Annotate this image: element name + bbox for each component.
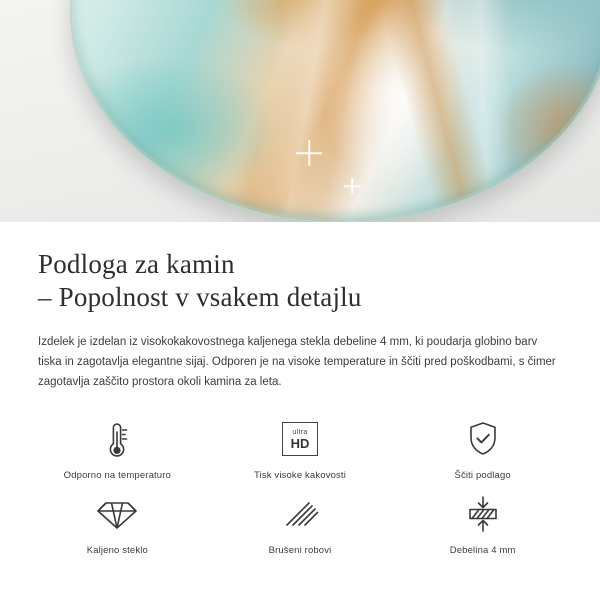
badge-top-text: ultra bbox=[292, 428, 308, 436]
hero-image bbox=[0, 0, 600, 222]
feature-label: Odporno na temperaturo bbox=[63, 470, 171, 481]
feature-label: Brušeni robovi bbox=[268, 545, 332, 556]
feature-label: Kaljeno steklo bbox=[86, 545, 148, 556]
feature-item-tempered-glass bbox=[26, 491, 209, 556]
headline-line-1: Podloga za kamin bbox=[38, 249, 235, 279]
feature-item-thickness bbox=[391, 491, 574, 556]
feature-item-temperature bbox=[26, 416, 209, 481]
feature-label: Ščiti podlago bbox=[454, 470, 511, 481]
thickness-arrows-icon bbox=[461, 491, 505, 537]
feature-item-polished-edges bbox=[209, 491, 392, 556]
page-title bbox=[38, 248, 562, 314]
ultra-hd-icon bbox=[282, 416, 318, 462]
shield-check-icon bbox=[463, 416, 503, 462]
thermometer-icon bbox=[97, 416, 137, 462]
feature-label: Tisk visoke kakovosti bbox=[253, 470, 346, 481]
headline-line-2: – Popolnost v vsakem detajlu bbox=[38, 282, 362, 312]
feature-label: Debelina 4 mm bbox=[449, 545, 516, 556]
glass-plate-product-image bbox=[70, 0, 600, 222]
badge-bottom-text: HD bbox=[290, 435, 310, 451]
feature-item-protects-surface bbox=[391, 416, 574, 481]
body-paragraph: Izdelek je izdelan iz visokokakovostnega kaljenega stekla debeline 4 mm, ki poudarja globino barv tiska in zagotavlja elegantne sijaj. Odporen je na visoke temperature in ščiti pred poškodbami, s čimer zagotavlja zaščito prostora okoli kamina za leta. bbox=[38, 336, 556, 388]
feature-grid bbox=[0, 392, 600, 556]
text-content bbox=[0, 222, 600, 392]
feature-item-print-quality bbox=[209, 416, 392, 481]
polished-edges-icon bbox=[278, 491, 322, 537]
diamond-icon bbox=[95, 491, 139, 537]
